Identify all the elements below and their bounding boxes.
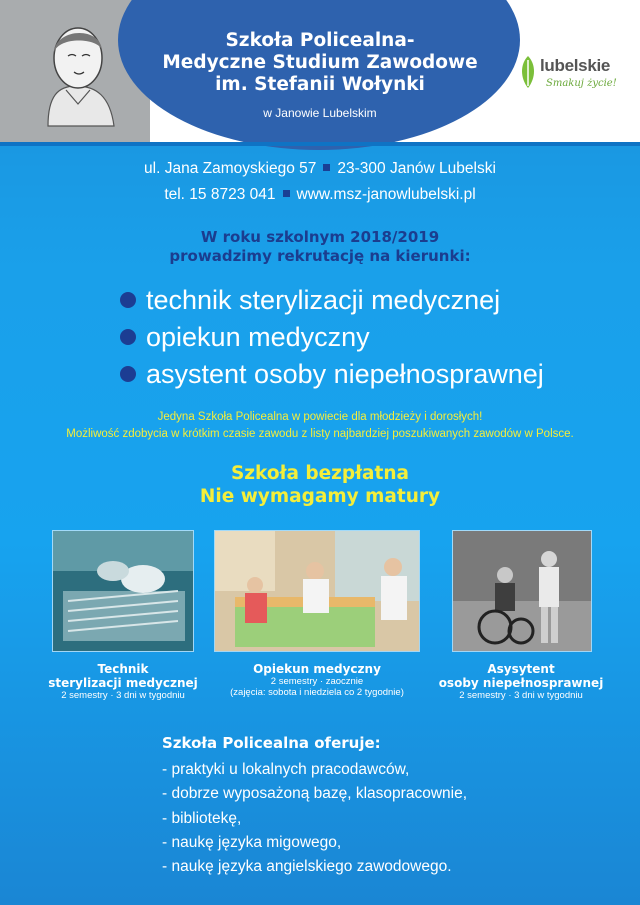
program-details: 2 semestry · 3 dni w tygodniu (61, 690, 185, 701)
info-line-1: Jedyna Szkoła Policealna w powiecie dla młodzieży i dorosłych! (157, 411, 483, 423)
school-subtitle: w Janowie Lubelskim (263, 106, 377, 120)
highlights (0, 462, 640, 508)
program-caption (23, 662, 223, 701)
round-bullet-icon (120, 329, 136, 345)
phone-web-line (0, 186, 640, 204)
care-photo-icon (215, 531, 420, 652)
square-bullet-icon (283, 190, 290, 197)
program-details: 2 semestry · zaocznie (270, 676, 364, 687)
city: 23-300 Janów Lubelski (337, 160, 496, 177)
website-link[interactable]: www.msz-janowlubelski.pl (296, 186, 476, 203)
offer-item: - naukę języka migowego, (162, 833, 342, 851)
program-caption (421, 662, 621, 701)
assistance-photo-icon (453, 531, 592, 652)
recruitment-year: W roku szkolnym 2018/2019 (200, 228, 440, 246)
sterilization-photo-icon (53, 531, 194, 652)
program-title: Asysytent (487, 662, 555, 676)
phone: tel. 15 8723 041 (164, 186, 276, 203)
round-bullet-icon (120, 366, 136, 382)
program-details: (zajęcia: sobota i niedziela co 2 tygodnie) (230, 687, 404, 698)
highlight-no-matura: Nie wymagamy matury (199, 486, 441, 507)
field-label: opiekun medyczny (146, 322, 370, 352)
field-item (120, 319, 544, 356)
field-label: asystent osoby niepełnosprawnej (146, 359, 544, 389)
program-title: osoby niepełnosprawnej (438, 676, 604, 690)
offer-item: - naukę języka angielskiego zawodowego. (162, 858, 452, 876)
lubelskie-logo (518, 52, 630, 98)
program-title: sterylizacji medycznej (48, 676, 198, 690)
photo-assistance (452, 530, 592, 652)
program-caption (217, 662, 417, 698)
school-title-line: Medyczne Studium Zawodowe (162, 52, 478, 73)
photo-sterilization (52, 530, 194, 652)
offers-list (162, 758, 467, 879)
logo-tagline: Smakuj życie! (546, 78, 617, 89)
round-bullet-icon (120, 292, 136, 308)
square-bullet-icon (323, 164, 330, 171)
recruitment-intro: prowadzimy rekrutację na kierunki: (169, 247, 471, 265)
logo-word: lubelskie (540, 56, 611, 75)
offer-item: - praktyki u lokalnych pracodawców, (162, 761, 410, 778)
program-title: Technik (97, 662, 149, 676)
field-item (120, 282, 544, 319)
field-item (120, 356, 544, 393)
program-title: Opiekun medyczny (253, 662, 381, 676)
address-line (0, 160, 640, 178)
photo-care (214, 530, 420, 652)
school-title-line: Szkoła Policealna- (225, 30, 415, 51)
fields-list (120, 282, 544, 393)
header-divider (0, 142, 640, 146)
leaf-logo-icon (518, 54, 538, 90)
offer-item: - dobrze wyposażoną bazę, klasopracownie, (162, 785, 468, 803)
offer-item: - bibliotekę, (162, 809, 242, 827)
field-label: technik sterylizacji medycznej (146, 285, 501, 315)
school-title (120, 30, 520, 96)
offers-title: Szkoła Policealna oferuje: (162, 734, 381, 752)
info-line-2: Możliwość zdobycia w krótkim czasie zawodu z listy najbardziej poszukiwanych zawodów w Polsce. (66, 428, 574, 440)
highlight-free: Szkoła bezpłatna (230, 463, 410, 484)
program-details: 2 semestry · 3 dni w tygodniu (459, 690, 583, 701)
street: ul. Jana Zamoyskiego 57 (144, 160, 317, 177)
school-title-line: im. Stefanii Wołynki (215, 74, 425, 95)
